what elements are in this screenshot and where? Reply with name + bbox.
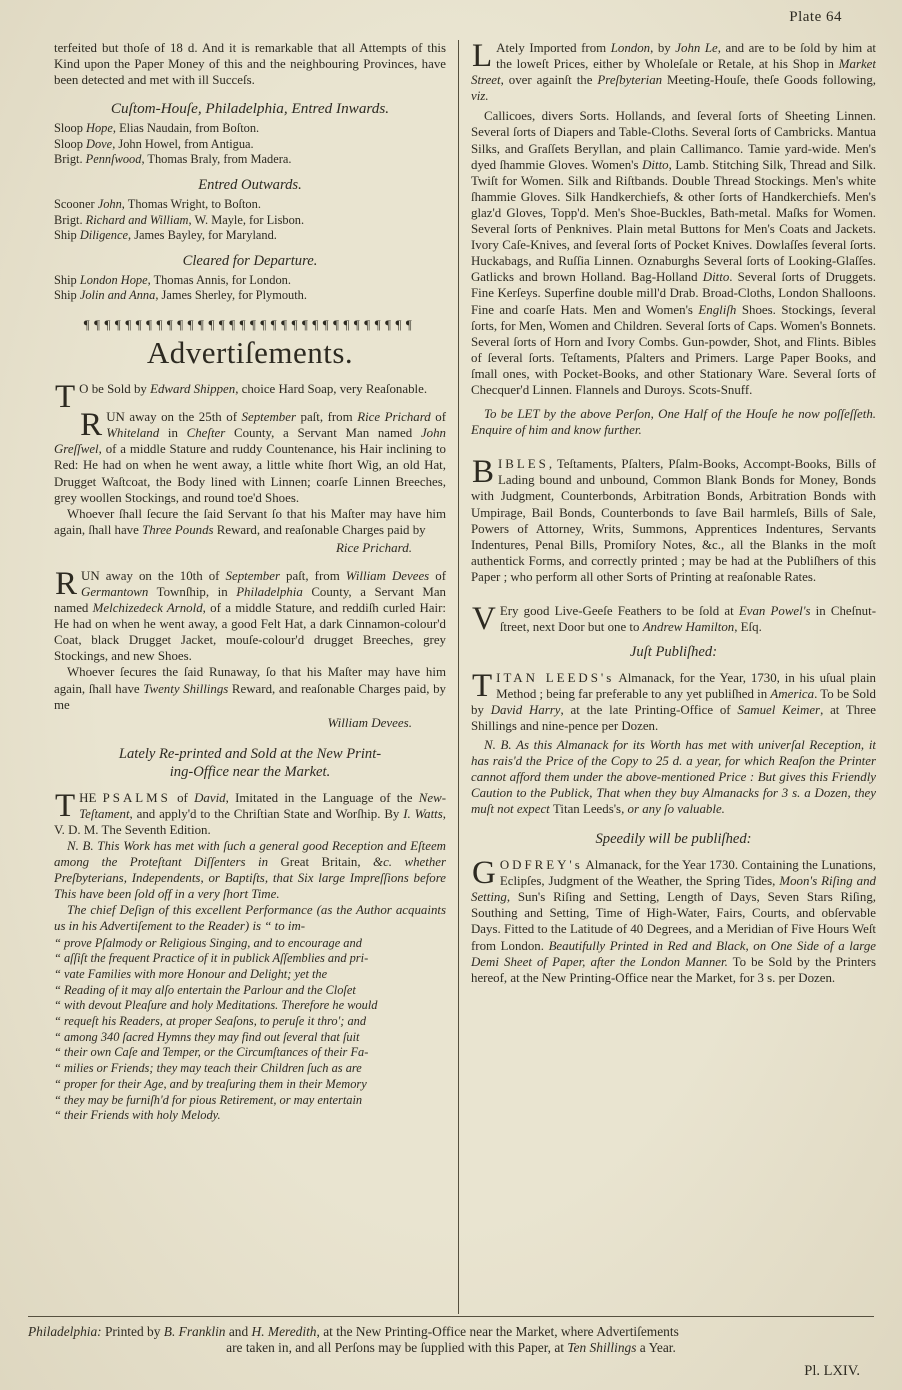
psalms-quoted-lines [54,936,446,1124]
line [54,288,446,304]
text-segment: Entred Outwards. [198,177,302,194]
godfrey-body [471,857,876,986]
text-segment: Philadelphia [236,584,303,599]
signature-rice-prichard: Rice Prichard. [335,539,412,555]
text-segment: New-Teſtament [79,790,447,821]
line: “ vate Families with more Honour and Delight; yet the [54,966,328,981]
text-segment: Philadelphia: [28,1324,102,1339]
imported-goods-list [471,108,876,398]
text-segment: Sloop [54,136,87,151]
text-segment: , choice Hard Soap, very Reaſonable. [235,382,428,397]
advertisements-title: Advertiſements. [146,335,354,371]
text-segment: N. B. As this Almanack for its Worth has met with univerſal Reception, it has rais'd the Price of the Copy to 25 d. a year, for which Reaſon the Printer cannot afford them under the above-mentioned Price : But gives this Friendly Caution to the Publick, That when they buy Almanacks for 3 s. a Dozen, they muſt not expect [471,737,876,816]
psalms-nb [54,838,446,902]
text-segment: Meeting-Houſe, theſe Goods following, [662,73,876,88]
line [54,228,446,244]
runaway-gresswel-reward [54,506,446,538]
text-segment: Reward, and reaſonable Charges paid, by me [54,681,446,712]
text-segment: , Teſtaments, Pſalters, Pſalm-Books, Accompt-Books, Bills of Lading bound and unbound, Common Blank Bonds for Money, Bonds with Judgment, Counterbonds, Arbitration Bonds, Arbitration Bonds with Umpirage, Bail Bonds, Counterbonds to ſave Bail harmleſs, Bills of Sale, Powers of Attorney, Writs, Summons, Apprentices Indentures, Servants Indentures, Penal Bills, Promiſory Notes, &c., all the Blanks in the moſt authentick Forms, and correctly printed ; may be had at the Publiſhers of this Paper ; who perform all other Sorts of Printing at reaſonable Rates. [471,457,876,584]
text-segment: , James Sherley, for Plymouth. [155,288,307,303]
text-segment: America [770,687,815,702]
text-segment: of [170,790,195,805]
ad-godfrey-almanack [471,857,876,986]
runaway-arnold-reward [54,664,446,712]
text-segment: , at the New Printing-Office near the Market, where Advertiſements [316,1324,679,1339]
text-segment: Diligence [79,228,128,243]
signature-william-devees: William Devees. [327,714,412,730]
text-segment: The chief Deſign of this excellent Performance (as the Author acquaints us in his Advertiſement to the Reader) is “ to im- [54,903,446,934]
titan-leeds-nb [471,737,876,817]
text-segment: Ship [54,288,80,303]
printer-ornament-row: ¶¶¶¶¶¶¶¶¶¶¶¶¶¶¶¶¶¶¶¶¶¶¶¶¶¶¶¶¶¶¶¶ [83,317,417,333]
ad-text [471,855,876,985]
text-segment: , James Bayley, for Maryland. [128,228,277,243]
plate-number-footer: Pl. LXIV. [804,1363,860,1379]
text-segment: ODFREY's [499,858,583,873]
text-segment: , Lamb. Stitching Silk, Thread and Silk. Twiſt for Women. Silk and Riſtbands. Double Thread Stockings. Men's white ſhammie Gloves. Silk Handkerchiefs, & other ſorts of Handkerchiefs. Men's glaz'd Gloves, Topp'd. Men's Shoe-Buckles, Bath-metal. Maſks for Women. Several ſorts of Penknives. Plain metal Buttons for Men's Coats and Jackets. Ivory Caſe-Knives, and ſeveral ſorts of Pocket Knives. Dowlaſſes ſeveral ſorts. Huckabags, and Ruſſia Linnen. Oznaburghs Several ſorts of Looking-Glaſſes. Gatlicks and brown Holland. Bag-Holland [471,157,876,285]
dropcap-B: B [472,454,495,491]
line: Lately Re-printed and Sold at the New Print- [118,745,382,762]
psalms-design-intro [54,902,446,934]
text-segment: County, a Servant Man named [225,426,421,441]
text-segment: Cuſtom-Houſe, Philadelphia, Entred Inwards. [110,100,390,118]
text-segment: Beautifully Printed in Red and Black, on One Side of a large Demi Sheet of Paper, after the London Manner. [471,938,876,969]
ad-hard-soap [54,379,446,416]
runaway-gresswel-body [54,409,446,506]
imprint-line-1 [28,1324,874,1340]
speedily-published-heading [471,831,876,848]
text-segment: . Several ſorts of Druggets. Fine Kerſeys. Superfine double mill'd Drab. Broad-Cloths, London Shalloons. Fine and coarſe Hats. Men and Women's [471,270,876,317]
text-segment: , by [650,41,676,55]
line [54,197,446,213]
ad-psalms [54,787,447,1124]
line [54,213,446,229]
text-segment: Scooner [54,197,98,212]
ad-bibles-blanks [471,456,876,585]
line: “ their Friends with holy Melody. [54,1108,221,1123]
text-segment: Edward Shippen [150,382,236,397]
text-segment: Andrew Hamilton [642,620,735,635]
text-segment: Engliſh [698,302,737,317]
runaway-arnold-body [54,565,446,665]
text-segment: PSALMS [102,790,171,805]
text-segment: Great Britain [280,855,358,870]
text-segment: I. Watts [403,806,443,821]
entred-outwards-heading [54,177,446,194]
dropcap-T: T [55,787,76,824]
imported-goods-intro [471,40,876,104]
text-segment: UN away on the 10th of [81,568,226,583]
text-segment: Whiteland [106,426,160,441]
text-segment: Townſhip, in [148,584,237,599]
ad-text [471,454,876,584]
text-segment: Juſt Publiſhed: [629,644,718,661]
text-segment: , Eſq. [734,620,762,635]
text-segment: , of a middle Stature, and reddiſh curled Hair: He had on when he went away, a good Felt Hat, a dark Cinnamon-colour'd Coat, black Drugget Jacket, mouſe-colour'd drugget Breeches, grey Stockings, and new Shoes. [54,601,446,664]
ad-text [471,41,876,103]
dropcap-V: V [472,601,496,637]
reprint-heading [54,745,446,781]
dropcap-L: L [472,40,493,74]
text-segment: To be Sold by the Printers hereof, at the New Printing-Office near the Market, for 3 s. per Dozen. [471,954,876,985]
line: “ their own Caſe and Temper, or the Circumſtances of their Fa- [54,1045,369,1060]
text-segment: Ship [54,272,80,287]
text-segment: , Imitated in the Language of the [225,790,419,805]
text-segment: Shoes. Stockings, ſeveral ſorts, for Men, Women and Children. Several ſorts of Caps. Women's Bonnets. Several ſorts of Horn and Ivory Combs. Gun-powder, Shot, and Flints. Bibles of ſeveral ſorts. Teſtaments, Pſalters and Primers. Large Paper Books, and ſmall ones, with Pocket-Books, and other Stationary Ware. Several ſorts of Checquer'd Linnen. Flannels and Duroys. Scots-Snuff. [471,302,876,397]
text-segment: N. B. This Work has met with ſuch a general good Reception and Eſteem among the Proteſtant Diſſenters in [54,839,446,870]
text-segment: and [225,1324,252,1339]
text-segment: Preſbyterian [597,73,663,88]
line [54,137,446,153]
text-segment: Hope [86,121,113,136]
text-segment: Germantown [81,584,149,599]
text-segment: Ditto [642,157,669,172]
text-segment: Almanack, for the Year 1730. Containing the Lunations, Eclipſes, Judgment of the Weather, the Spring Tides, [499,858,876,889]
text-segment: William Devees [345,568,430,583]
text-segment: in [159,426,187,441]
text-segment: Brigt. [54,212,86,227]
text-segment: , at Three Shillings and nine-pence per Dozen. [471,703,876,734]
text-segment: Moon's Riſing and Setting [471,874,876,905]
text-segment: , and apply'd to the Chriſtian State and Worſhip. By [129,806,404,821]
text-segment: Evan Powel's [738,604,811,618]
text-segment: , and are to be ſold by him at the loweſt Prices, either by Wholeſale or Retale, at his Shop in [496,41,876,72]
text-segment: Samuel Keimer [737,703,821,718]
text-segment: London [610,41,651,55]
bibles-body [471,456,876,585]
text-segment: are taken in, and all Perſons may be ſupplied with this Paper, at [226,1340,568,1355]
text-segment: , of a middle Stature and ruddy Countenance, his Hair inclining to Red: He had on when he went away, a little white ſhort Wig, an old Hat, Drugget Waſtcoat, the Body lined with Linnen; coarſe Linnen Breeches, grey woollen Stockings, and round toe'd Shoes. [54,442,446,505]
psalms-body [54,787,447,838]
text-segment: Ship [54,228,80,243]
text-segment: Whoever ſecures the ſaid Runaway, ſo that his Maſter may have him again, ſhall have [54,665,446,696]
ad-text [54,565,446,664]
text-segment: Ditto [702,270,730,285]
text-segment: John [97,197,122,212]
text-segment: . To be Sold by [471,687,876,718]
text-segment: Almanack, for the Year, 1730, in his uſual plain Method ; being far preferable to any yet publiſhed in [496,671,876,702]
text-segment: of [429,568,446,583]
text-segment: Melchizedeck Arnold [92,601,203,616]
text-segment: , Thomas Annis, for London. [147,272,291,287]
text-segment: Reward, and reaſonable Charges paid by [213,522,426,537]
ad-text [79,382,427,396]
line: “ milies or Friends; they may teach their Children ſuch as are [54,1061,362,1076]
text-segment: John Greſſwel [54,426,446,457]
text-segment: , or any ſo valuable. [621,801,725,816]
ad-text [54,407,446,505]
imprint-line-2 [28,1340,874,1356]
ad-hard-soap-body [54,379,446,416]
dropcap-T: T [55,379,76,416]
line: “ requeſt his Readers, at proper Seaſons, to peruſe it thro'; and [54,1014,367,1029]
dropcap-R: R [80,407,103,444]
dropcap-R: R [55,565,78,602]
text-segment: IBLES [498,457,549,472]
line: “ with devout Pleaſure and holy Meditations. Therefore he would [54,998,378,1013]
line [54,273,446,289]
text-segment: Ery good Live-Geeſe Feathers to be ſold at [499,604,739,618]
text-segment: Ten Shillings [567,1340,637,1355]
text-segment: September [241,410,296,425]
cleared-for-departure-list [54,273,446,304]
cleared-for-departure-heading [54,253,446,270]
text-segment: Jolin and Anna [79,288,156,303]
text-segment: , Thomas Braly, from Madera. [141,152,292,167]
text-segment: ITAN LEEDS's [496,671,615,686]
text-segment: Dove [86,136,113,151]
text-segment: O be Sold by [79,382,151,397]
just-published-heading [471,644,876,661]
line [54,121,446,137]
text-segment: David Harry [490,703,561,718]
text-segment: Pennſwood [85,152,142,167]
text-segment: Market Street [471,57,876,88]
text-segment: Three Pounds [142,522,214,537]
text-segment: Twenty Shillings [143,681,229,696]
line [54,152,446,168]
text-segment: , John Howel, from Antigua. [112,136,254,151]
imprint-footer [28,1316,874,1356]
text-segment: , at the late Printing-Office of [560,703,738,718]
line: “ among 340 ſacred Hymns they may find out ſeveral that ſuit [54,1029,360,1044]
text-segment: Titan Leeds's [552,801,622,816]
text-segment: UN away on the 25th of [106,410,242,425]
feathers-body [471,603,876,635]
line: “ Reading of it may alſo entertain the Parlour and the Cloſet [54,982,356,997]
line: “ they may be furniſh'd for pious Retirement, or may entertain [54,1092,363,1107]
ad-runaway-arnold [54,565,446,731]
text-segment: of [430,410,446,425]
text-segment: Whoever ſhall ſecure the ſaid Servant ſo that his Maſter may have him again, ſhall have [54,506,446,537]
text-segment: David [194,790,226,805]
text-segment: September [225,568,280,583]
text-segment: Richard and William [85,212,189,227]
left-column [54,40,458,1314]
ad-feathers [471,603,876,635]
text-segment: , W. Mayle, for Lisbon. [188,212,305,227]
text-segment: Speedily will be publiſhed: [595,831,752,848]
entred-inwards-list [54,121,446,168]
ad-titan-leeds-almanack [471,670,876,817]
right-column [459,40,876,1314]
text-segment: terfeited but thoſe of 18 d. And it is remarkable that all Attempts of this Kind upon the Paper Money of this and the neighbouring Provinces, have been detected and met with ill Succeſs. [54,41,446,88]
text-segment: in Cheſnut-ſtreet, next Door but one to [499,604,876,635]
text-segment: , &c. whether Preſbyterians, Independents, or Baptiſts, that Six large Impreſſions before This have been ſold off in a very ſhort Time. [54,855,447,902]
text-segment: paſt, from [295,410,358,425]
text-segment: B. Franklin [163,1324,226,1339]
text-segment: Printed by [101,1324,164,1339]
columns [54,40,876,1314]
text-segment: Cheſter [186,426,226,441]
text-segment: , Sun's Riſing and Setting, Length of Days, Seven Stars Riſing, Southing and Setting, Time of High-Water, Fairs, Courts, and obſervable Days. Fitted to the Latitude of 40 Degrees, and a Meridian of Five Hours Weſt from London. [471,890,876,953]
counterfeit-continuation-paragraph [54,40,446,88]
dropcap-T: T [472,668,493,705]
line: “ aſſiſt the frequent Practice of it in publick Aſſemblies and pri- [54,951,369,966]
entred-outwards-list [54,197,446,244]
text-segment: viz. [471,89,489,104]
text-segment: , over againſt the [500,73,598,88]
text-segment: To be LET by the above Perſon, One Half of the Houſe he now poſſeſſeth. Enquire of him and know further. [471,407,876,438]
text-segment: John Le [675,41,718,55]
text-segment: Rice Prichard [357,410,431,425]
text-segment: , Elias Naudain, from Boſton. [112,121,260,136]
text-segment: County, a Servant Man named [54,584,446,616]
plate-label: Plate 64 [789,9,842,25]
text-segment: Ately Imported from [496,41,611,55]
to-let-notice [471,406,876,438]
ad-runaway-gresswel [54,409,446,556]
text-segment: , V. D. M. The Seventh Edition. [54,806,446,837]
text-segment: H. Meredith [251,1324,317,1339]
titan-leeds-body [471,670,876,734]
custom-house-heading [54,100,446,118]
text-segment: Cleared for Departure. [182,252,318,269]
text-segment: HE [79,790,103,805]
text-segment: Brigt. [54,152,86,167]
line: “ prove Pſalmody or Religious Singing, and to encourage and [54,935,362,950]
text-segment: Sloop [54,121,87,136]
ad-imported-goods [471,40,876,438]
ad-text [54,787,447,837]
ad-text [471,668,876,734]
dropcap-G: G [472,855,496,892]
text-segment: a Year. [636,1340,676,1355]
text-segment: , Thomas Wright, to Boſton. [121,197,261,212]
text-segment: paſt, from [279,568,346,583]
line: ing-Office near the Market. [169,763,331,780]
text-segment: Callicoes, divers Sorts. Hollands, and ſeveral ſorts of Sheeting Linnen. Several ſorts of Diapers and Table-Cloths. Several ſorts of Cambricks. Mantua Silks, and Graſſets Beryllan, and plain Callimanco. Tamie yard-wide. Men's dyed ſhammie Gloves. Women's [471,109,876,172]
line: “ proper for their Age, and by treaſuring them in their Memory [54,1076,367,1091]
ad-text [500,604,876,634]
text-segment: London Hope [79,272,148,287]
